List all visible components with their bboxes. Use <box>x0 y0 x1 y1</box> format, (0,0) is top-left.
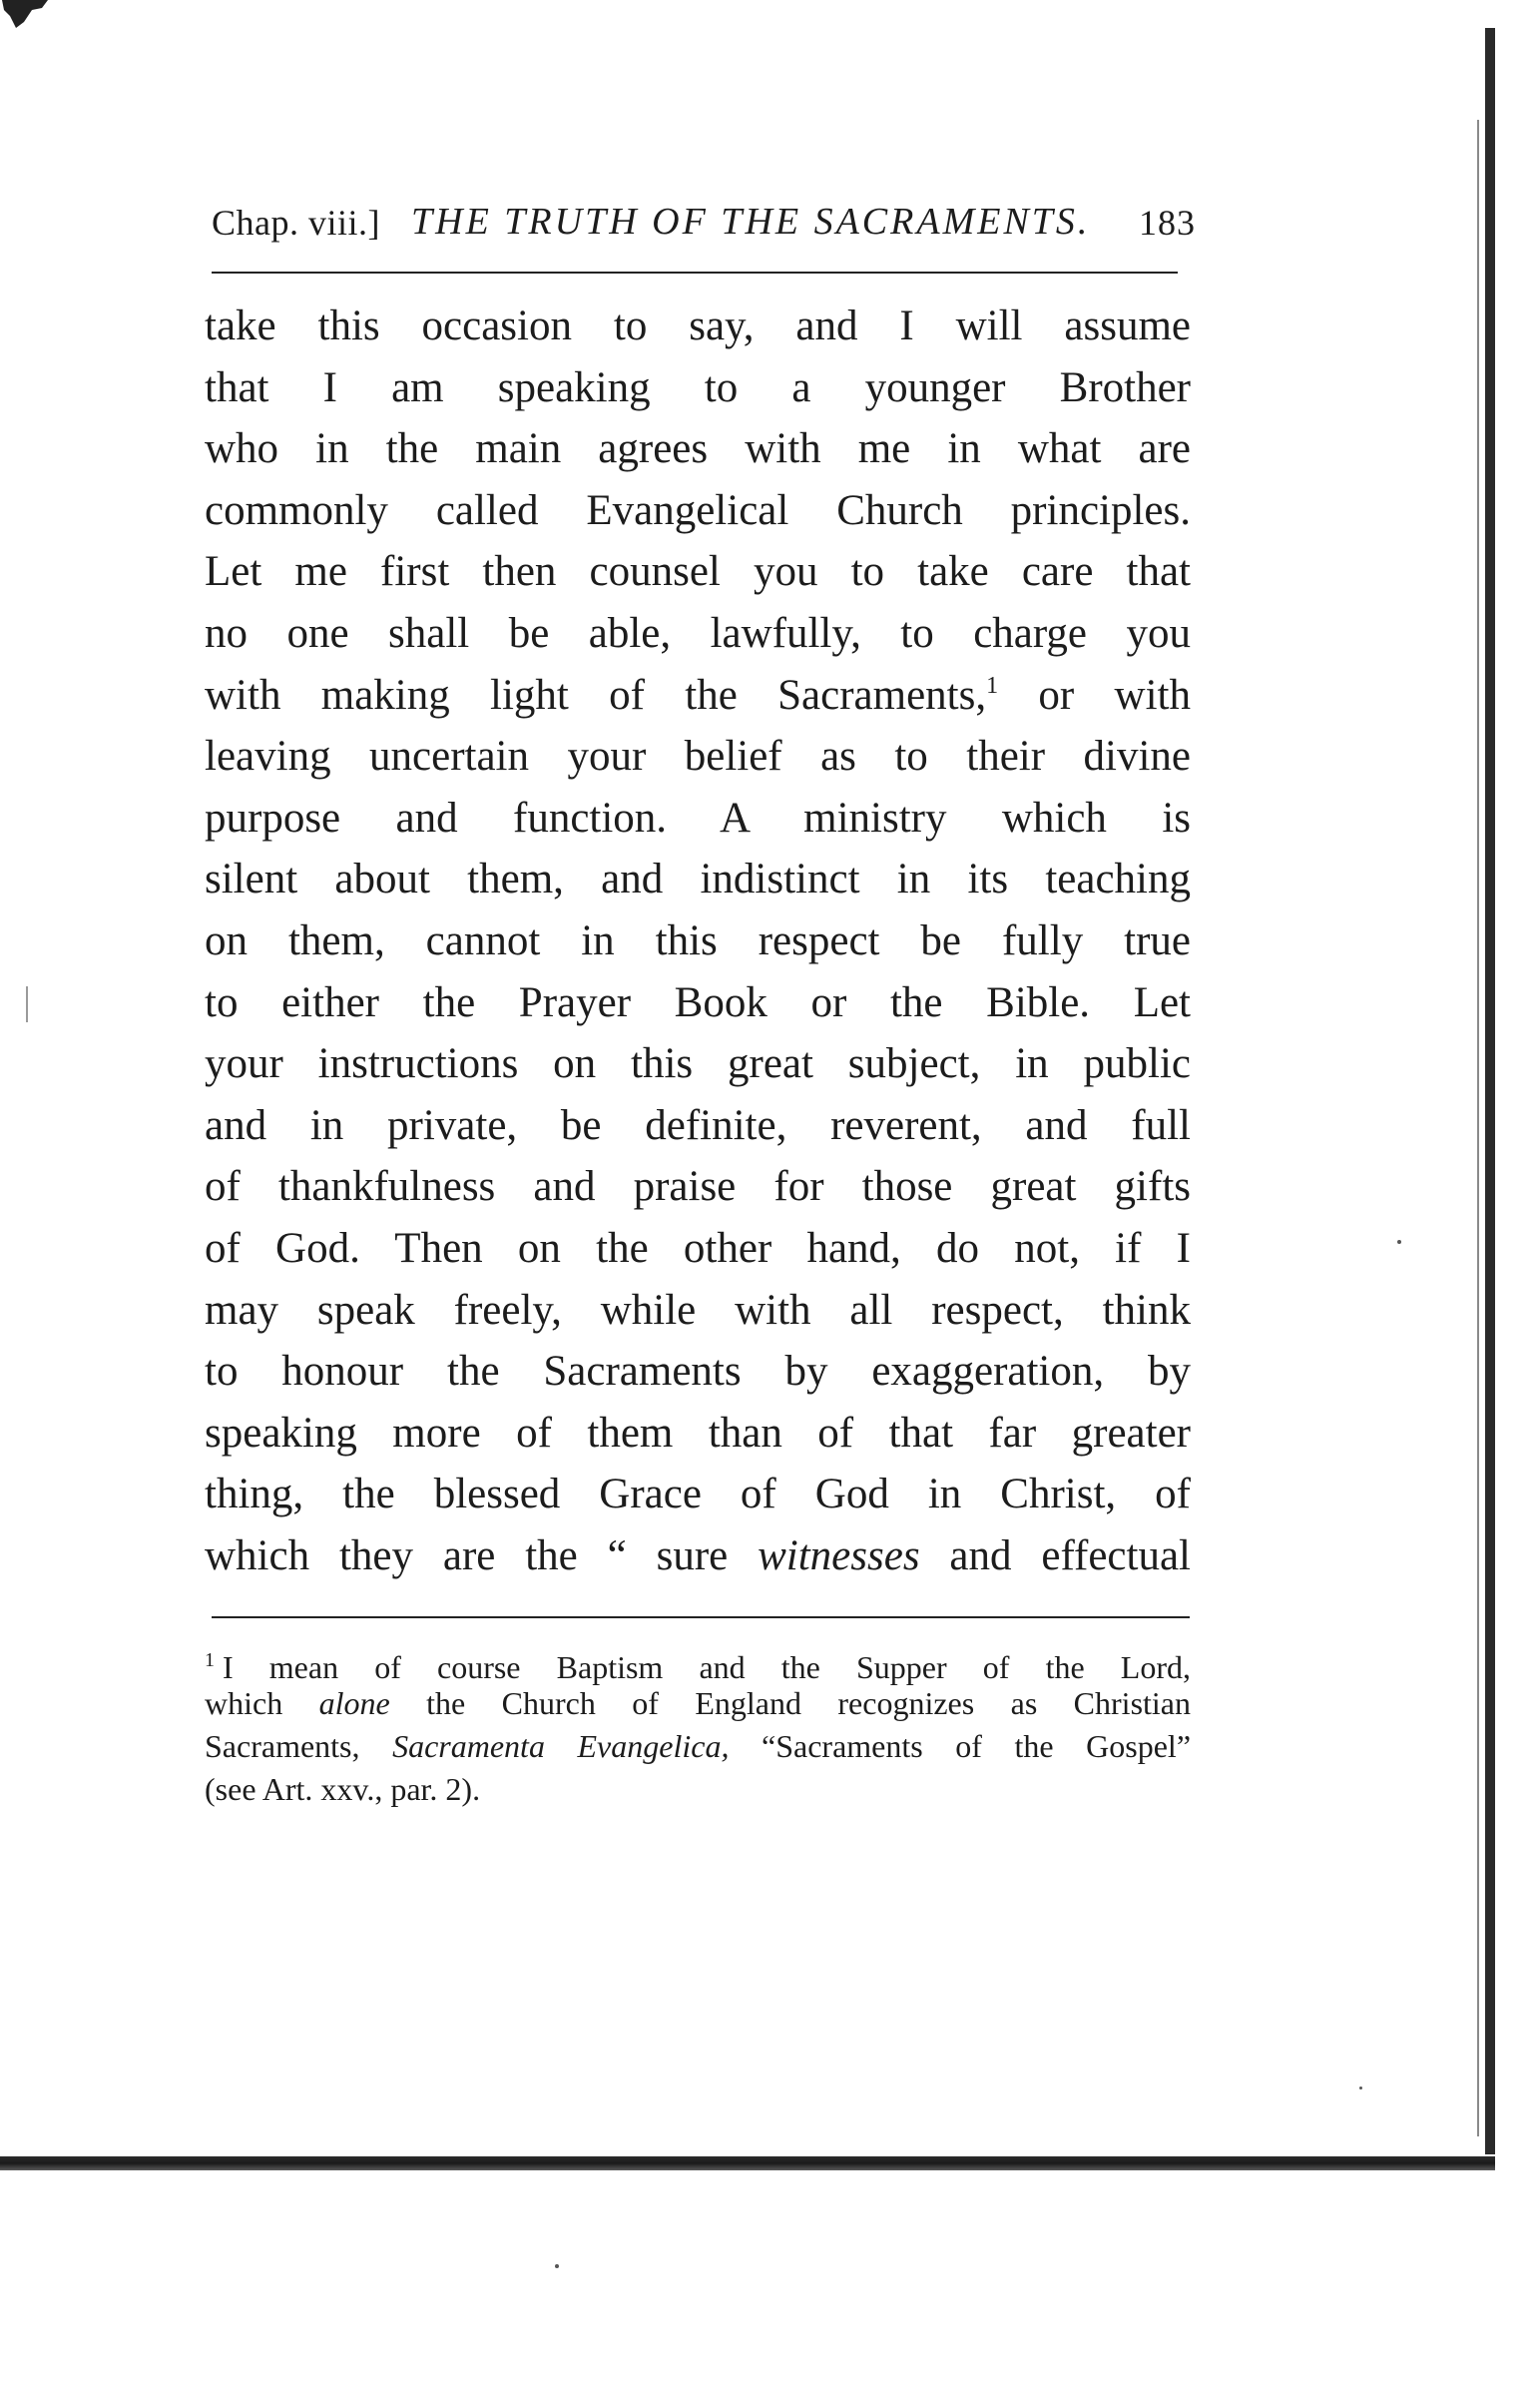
footnote-reference: 1 <box>986 672 999 699</box>
running-title: THE TRUTH OF THE SACRAMENTS. <box>411 201 1091 243</box>
text-segment: or with <box>998 671 1191 719</box>
text-line: speaking more of them than of that far greater <box>205 1409 1191 1457</box>
italic-segment: Sacramenta Evangelica, <box>392 1728 730 1764</box>
text-segment: which <box>205 1685 319 1721</box>
footnote-line: (see Art. xxv., par. 2). <box>205 1771 481 1807</box>
text-line: to honour the Sacraments by exaggeration, by <box>205 1348 1191 1396</box>
footnote-line <box>205 1682 1191 1725</box>
text-segment: I mean of course Baptism and the Supper of the Lord, <box>223 1649 1191 1685</box>
scan-speck <box>1359 2087 1362 2090</box>
footnote-rule <box>212 1616 1190 1618</box>
text-line: may speak freely, while with all respect, think <box>205 1286 1191 1334</box>
page-number: 183 <box>1139 203 1196 243</box>
text-line: purpose and function. A ministry which is <box>205 794 1191 842</box>
text-segment: and effectual <box>919 1531 1191 1579</box>
header-rule <box>212 272 1178 274</box>
text-line: who in the main agrees with me in what are <box>205 425 1191 473</box>
text-line: of God. Then on the other hand, do not, if I <box>205 1224 1191 1272</box>
italic-segment: witnesses <box>758 1531 920 1579</box>
italic-segment: alone <box>318 1685 390 1721</box>
text-segment: Sacraments, <box>205 1728 393 1764</box>
text-segment: “Sacraments of the Gospel” <box>729 1728 1192 1764</box>
text-line: to either the Prayer Book or the Bible. Let <box>205 978 1191 1026</box>
text-line: silent about them, and indistinct in its teaching <box>205 856 1191 903</box>
page-edge-shadow <box>1485 28 1495 2154</box>
scan-speck <box>555 2264 559 2268</box>
text-segment: the Church of England recognizes as Christian <box>389 1685 1192 1721</box>
text-line <box>205 1525 1191 1587</box>
scan-speck <box>1397 1240 1401 1244</box>
footnote-marker: 1 <box>205 1649 215 1671</box>
footnote <box>205 1639 1191 1811</box>
footnote-line <box>205 1725 1191 1768</box>
margin-mark <box>26 986 28 1022</box>
text-line: leaving uncertain your belief as to their divine <box>205 733 1191 781</box>
text-segment: with making light of the Sacraments, <box>205 671 987 719</box>
text-line: no one shall be able, lawfully, to charge you <box>205 609 1191 657</box>
page-edge-line <box>1477 120 1479 2136</box>
footnote-line <box>205 1639 1191 1685</box>
text-line: commonly called Evangelical Church principles. <box>205 486 1191 534</box>
text-line: and in private, be definite, reverent, and full <box>205 1101 1191 1149</box>
text-line: thing, the blessed Grace of God in Christ, of <box>205 1471 1191 1518</box>
body-text <box>205 296 1191 1586</box>
chapter-label: Chap. viii.] <box>212 203 380 243</box>
corner-scan-mark <box>2 0 48 30</box>
text-segment: which they are the “ sure <box>205 1531 759 1579</box>
running-head <box>212 194 1196 248</box>
text-line: that I am speaking to a younger Brother <box>205 363 1191 411</box>
text-line <box>205 665 1191 727</box>
text-line: your instructions on this great subject, in public <box>205 1040 1191 1088</box>
bottom-page-edge <box>0 2156 1495 2170</box>
text-line: Let me first then counsel you to take care that <box>205 548 1191 596</box>
text-line: of thankfulness and praise for those great gifts <box>205 1163 1191 1211</box>
text-line: on them, cannot in this respect be fully true <box>205 916 1191 964</box>
text-line: take this occasion to say, and I will assume <box>205 302 1191 349</box>
